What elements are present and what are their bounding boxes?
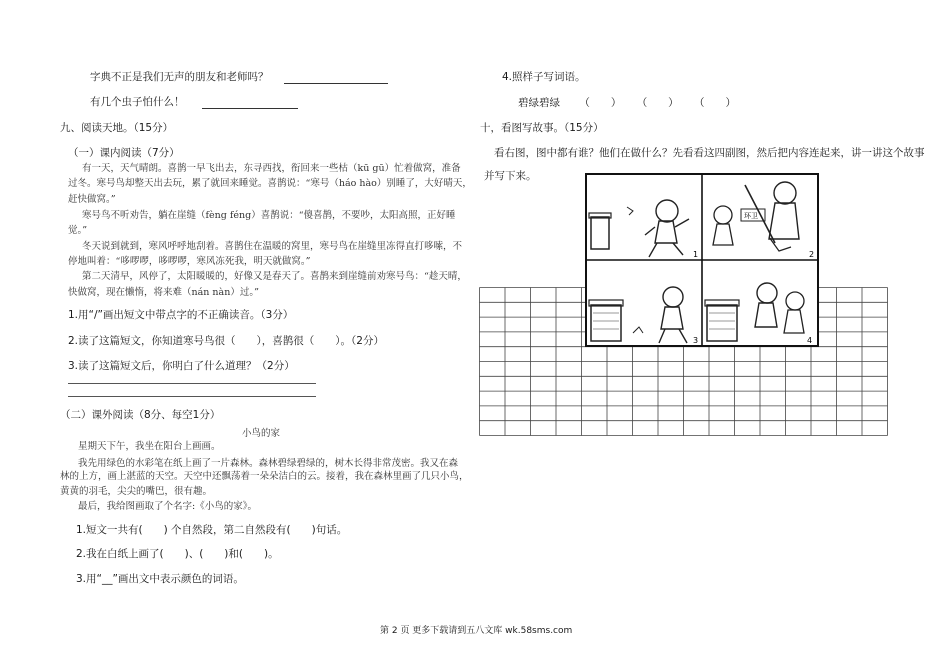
q4-example: [518, 95, 736, 110]
outer-question-1: 1.短文一共有( ) 个自然段，第二自然段有( )句话。: [76, 524, 348, 536]
question-1: 1.用“/”画出短文中带点字的不正确读音。（3分）: [68, 309, 294, 321]
outer-reading-title: （二）课外阅读（8分、每空1分）: [60, 409, 221, 421]
passage1-line: 快做窝，现在懒惰，将来难（nán nàn）过。”: [68, 287, 259, 298]
question-2: 2.读了这篇短文，你知道寒号鸟很（ ），喜鹊很（ ）。（2分）: [68, 335, 384, 347]
q4-blank[interactable]: （ ）: [636, 97, 679, 109]
passage1-line: 有一天，天气晴朗。喜鹊一早飞出去，东寻西找，衔回来一些枯（kū gū）忙着做窝，准备: [82, 163, 461, 174]
passage2-line: 我先用绿色的水彩笔在纸上画了一片森林。森林碧绿碧绿的，树木长得非常茂密。我又在森: [78, 458, 459, 469]
section10-text: 并写下来。: [484, 170, 537, 182]
answer-line[interactable]: [202, 97, 298, 109]
inner-reading-title: （一）课内阅读（7分）: [68, 147, 180, 159]
passage2-line: 林的上方，画上湛蓝的天空。天空中还飘荡着一朵朵洁白的云。接着，我在森林里画了几只小鸟，: [60, 471, 469, 482]
panel-number: 1: [693, 250, 699, 259]
q8-line2: 有几个虫子怕什么！: [90, 94, 298, 109]
section10-title: 十，看图写故事。（15分）: [480, 122, 604, 134]
passage1-line: 过冬。寒号鸟却整天出去玩，累了就回来睡觉。喜鹊说：“寒号（háo hào）别睡了，大好晴天，: [68, 178, 472, 189]
passage1-line: 第二天清早，风停了，太阳暖暖的，好像又是春天了。喜鹊来到崖缝前劝寒号鸟：“趁天晴，: [82, 271, 467, 282]
passage2-title: 小鸟的家: [242, 428, 281, 439]
panel-number: 2: [809, 250, 815, 259]
comic-illustration: [585, 173, 819, 347]
passage2-line: 最后，我给图画取了个名字:《小鸟的家》。: [78, 501, 257, 512]
passage1-line: 寒号鸟不听劝告，躺在崖缝（fèng féng）喜鹊说：“傻喜鹊，不要吵，太阳高照，正好睡: [82, 210, 456, 221]
panel-number: 4: [807, 336, 813, 345]
outer-question-2: 2.我在白纸上画了( )、( )和( )。: [76, 548, 279, 560]
sign-text: 环卫: [744, 212, 758, 220]
answer-line[interactable]: [68, 396, 316, 397]
passage2-line: 星期天下午，我坐在阳台上画画。: [78, 441, 221, 452]
section9-title: 九、阅读天地。（15分）: [60, 122, 174, 134]
panel-number: 3: [693, 336, 699, 345]
answer-line[interactable]: [68, 383, 316, 384]
q4-example-word: 碧绿碧绿: [518, 97, 560, 109]
q4-blank[interactable]: （ ）: [694, 97, 737, 109]
q4-title: 4.照样子写词语。: [502, 71, 586, 83]
q4-blank[interactable]: （ ）: [579, 97, 622, 109]
passage1-line: 停地叫着：“哆啰啰，哆啰啰，寒风冻死我，明天就做窝。”: [68, 256, 311, 267]
answer-line[interactable]: [284, 72, 388, 84]
question-3: 3.读了这篇短文后，你明白了什么道理？（2分）: [68, 360, 295, 372]
passage2-line: 黄黄的羽毛，尖尖的嘴巴，很有趣。: [60, 486, 213, 497]
q8-line1: 字典不正是我们无声的朋友和老师吗？: [90, 69, 388, 84]
passage1-line: 觉。”: [68, 225, 88, 236]
page-footer: 第 2 页 更多下载请到五八文库 wk.58sms.com: [380, 626, 573, 636]
section10-text: 看右图，图中都有谁？他们在做什么？先看看这四副图，然后把内容连起来，讲一讲这个故事: [494, 147, 925, 159]
outer-question-3: 3.用“__”画出文中表示颜色的词语。: [76, 573, 244, 585]
passage1-line: 冬天说到就到，寒风呼呼地刮着。喜鹊住在温暖的窝里，寒号鸟在崖缝里冻得直打哆嗦，不: [82, 241, 463, 252]
passage1-line: 赶快做窝。”: [68, 194, 116, 205]
